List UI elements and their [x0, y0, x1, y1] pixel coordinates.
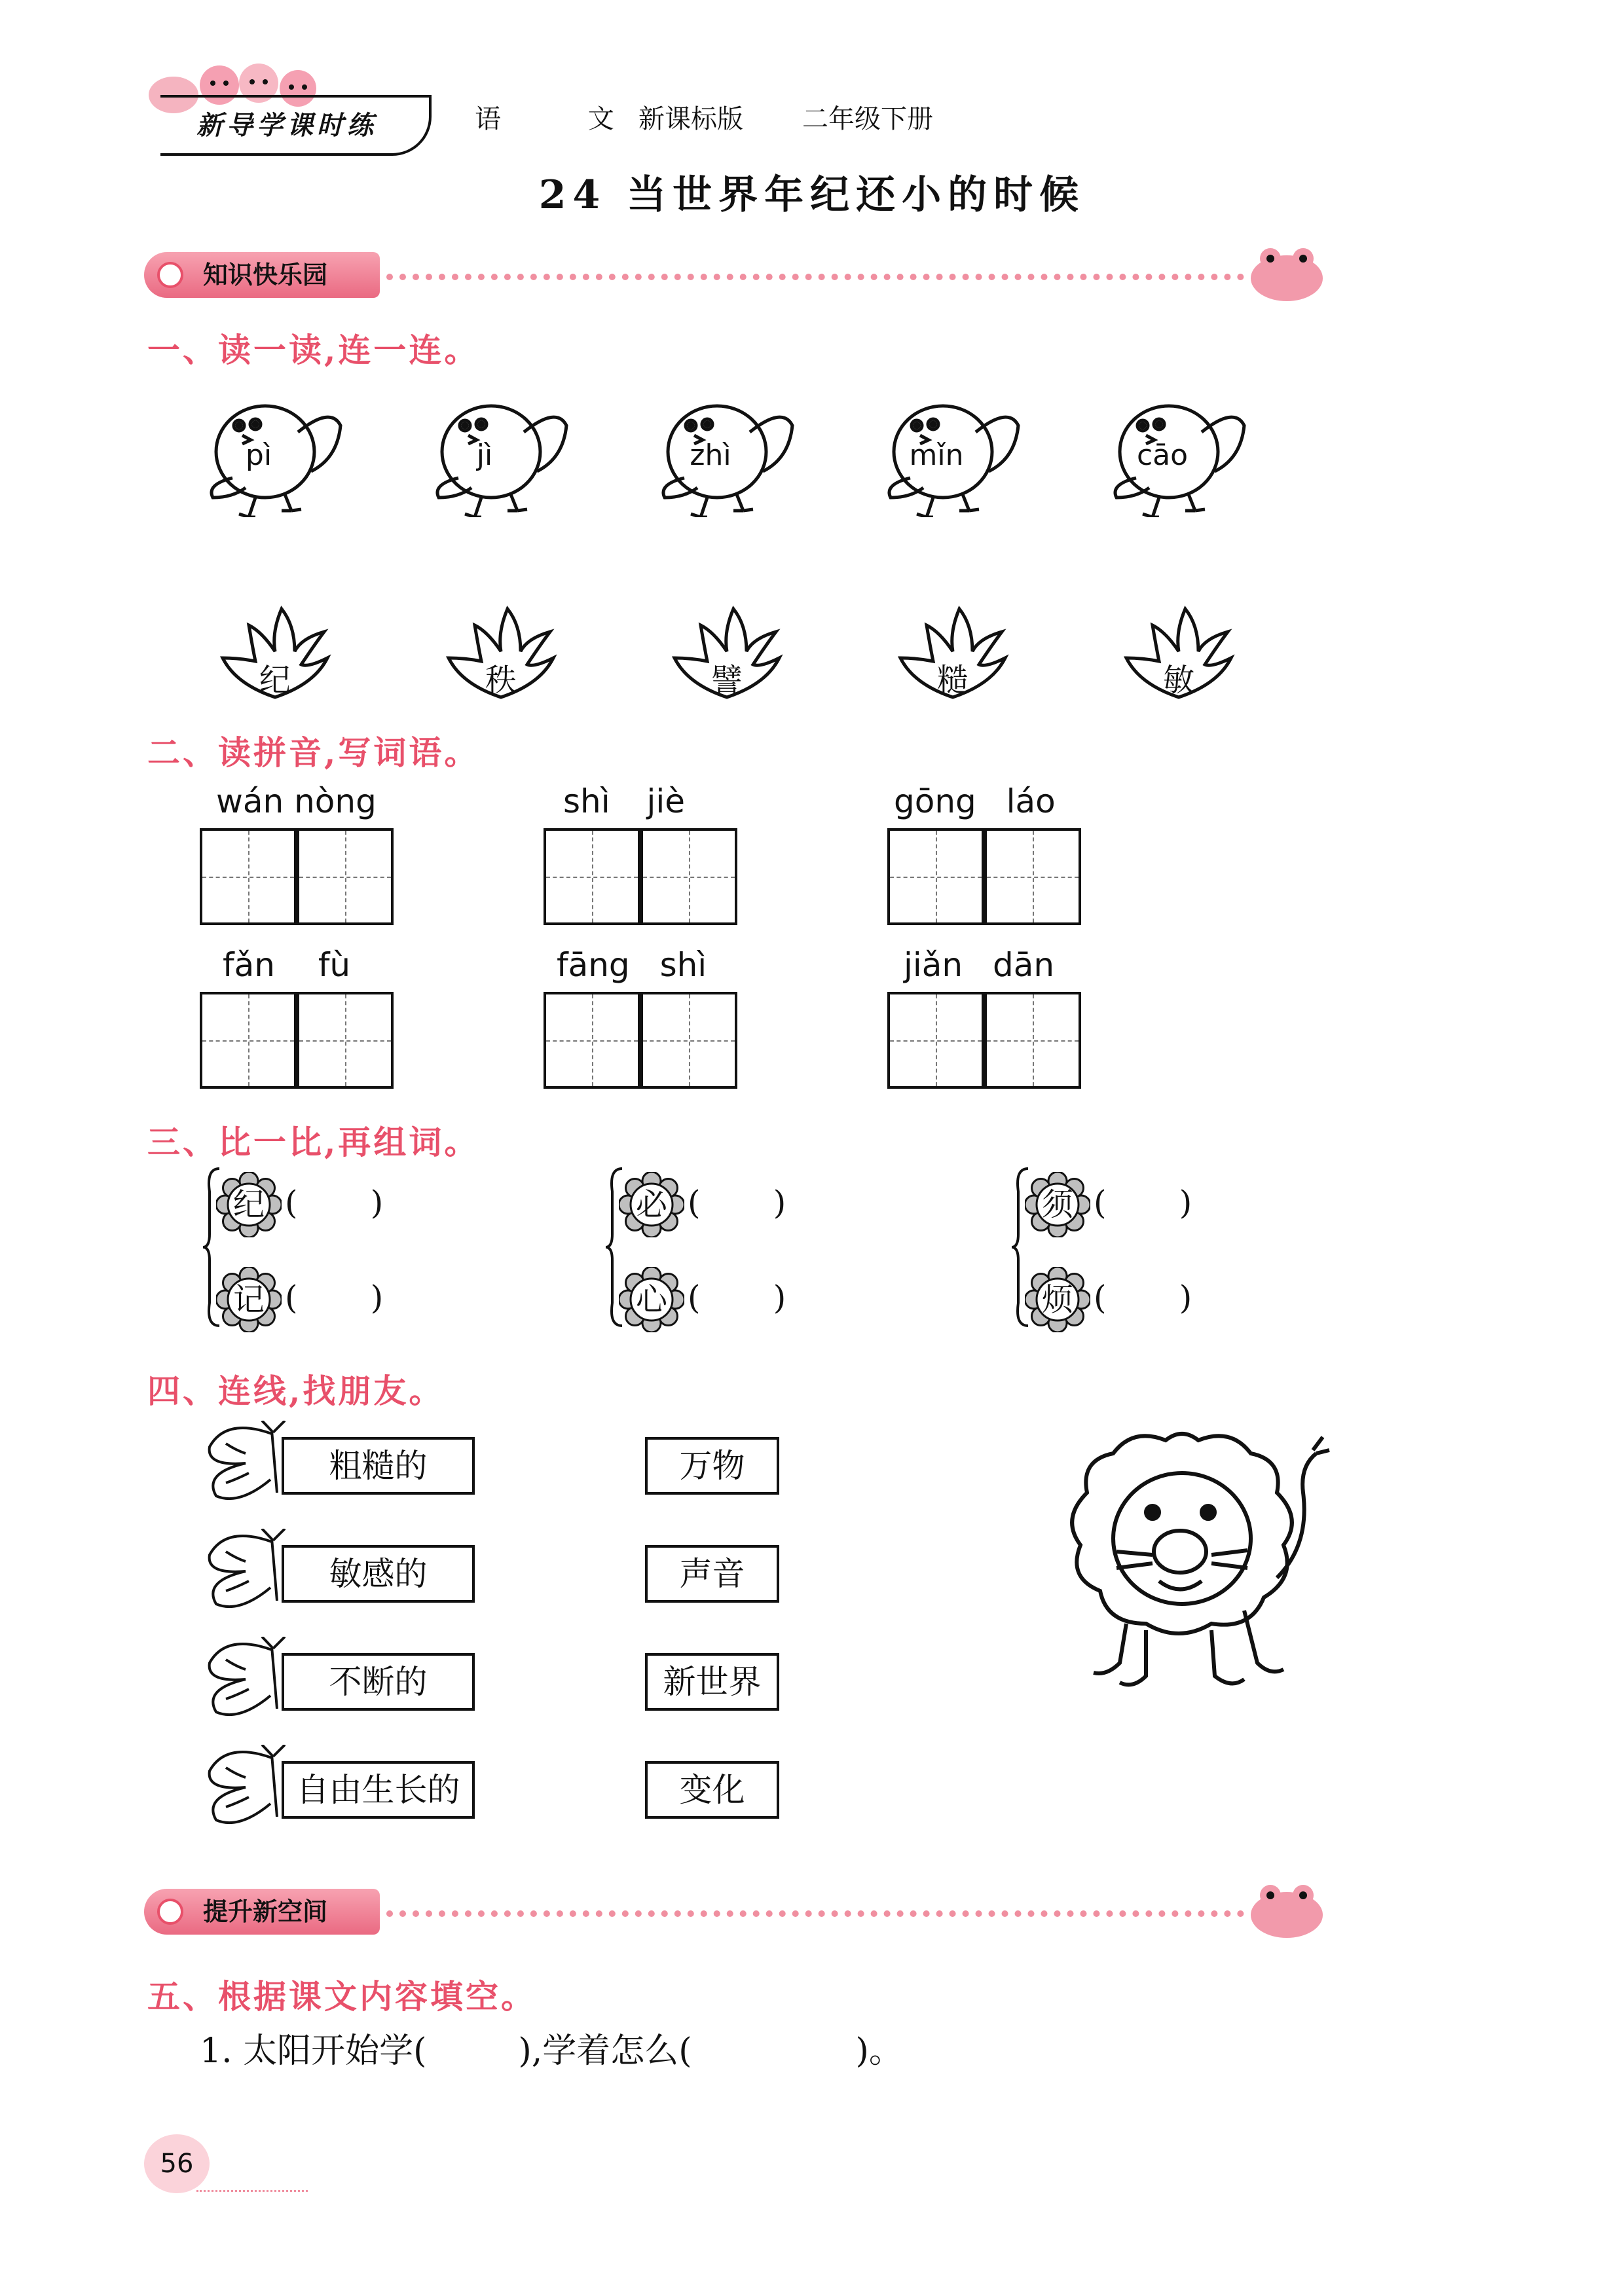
- fill-text: )。: [855, 2032, 903, 2071]
- grass-character: 秩: [485, 662, 517, 699]
- match-right-item[interactable]: 万物: [645, 1437, 779, 1495]
- bird-pinyin: jì: [476, 439, 493, 472]
- page-number: 56: [160, 2149, 194, 2179]
- frog-icon: [1244, 1876, 1329, 1948]
- writing-grid-cell[interactable]: [200, 828, 297, 925]
- question-5-heading: 五、根据课文内容填空。: [147, 1977, 536, 2016]
- section-label: 提升新空间: [203, 1897, 328, 1926]
- section-ribbon-advance: [144, 1889, 380, 1935]
- match-left-item[interactable]: 敏感的: [282, 1545, 475, 1603]
- butterfly-icon: [200, 1745, 288, 1832]
- question-2-heading: 二、读拼音,写词语。: [147, 733, 480, 772]
- compare-character: 烦: [1041, 1281, 1073, 1318]
- grass-character: 糙: [936, 662, 969, 699]
- lion-illustration: [1054, 1414, 1369, 1718]
- compare-character: 纪: [232, 1186, 265, 1223]
- grass-character: 敏: [1162, 662, 1194, 699]
- match-right-item[interactable]: 声音: [645, 1545, 779, 1603]
- section-ribbon-knowledge: [144, 252, 380, 298]
- writing-grid-cell[interactable]: [887, 992, 984, 1089]
- bird-pinyin: pì: [245, 439, 272, 472]
- answer-parentheses[interactable]: ( ): [688, 1184, 786, 1222]
- compare-character: 记: [232, 1281, 265, 1318]
- lion-icon: [1054, 1414, 1369, 1715]
- writing-grid-cell[interactable]: [887, 828, 984, 925]
- bird-pinyin: zhì: [690, 439, 731, 472]
- question-3-heading: 三、比一比,再组词。: [147, 1123, 480, 1161]
- butterfly-icon: [200, 1529, 288, 1616]
- answer-parentheses[interactable]: ( ): [285, 1184, 384, 1222]
- pinyin-gong-lao: gōng láo: [894, 782, 1056, 820]
- question-1-heading: 一、读一读,连一连。: [147, 331, 480, 369]
- section-label: 知识快乐园: [203, 260, 328, 289]
- lesson-title: 24 当世界年纪还小的时候: [538, 172, 1086, 218]
- frog-decoration: [1244, 1876, 1329, 1950]
- grass-character: 纪: [259, 662, 291, 699]
- page-number-underline: [196, 2190, 308, 2192]
- answer-parentheses[interactable]: ( ): [285, 1279, 384, 1317]
- butterfly-icon: [200, 1637, 288, 1724]
- question-4-heading: 四、连线,找朋友。: [147, 1372, 445, 1410]
- pinyin-shi-jie: shì jiè: [563, 782, 686, 820]
- pinyin-fan-fu: fǎn fù: [223, 946, 351, 984]
- writing-grid-cell[interactable]: [640, 828, 737, 925]
- match-right-item[interactable]: 新世界: [645, 1653, 779, 1711]
- answer-parentheses[interactable]: ( ): [688, 1279, 786, 1317]
- pinyin-fang-shi: fāng shì: [557, 946, 707, 984]
- writing-grid-cell[interactable]: [297, 992, 394, 1089]
- butterfly-icon: [200, 1421, 288, 1508]
- compare-character: 心: [635, 1281, 667, 1318]
- dotted-divider: [386, 274, 1244, 280]
- grass-character: 譬: [710, 662, 743, 699]
- match-right-item[interactable]: 变化: [645, 1761, 779, 1819]
- pinyin-jian-dan: jiǎn dān: [904, 946, 1055, 984]
- bird-pinyin: mǐn: [909, 439, 964, 472]
- writing-grid-cell[interactable]: [544, 828, 640, 925]
- writing-grid-cell[interactable]: [984, 992, 1081, 1089]
- answer-parentheses[interactable]: ( ): [1094, 1184, 1192, 1222]
- bird-pinyin: cāo: [1136, 439, 1189, 472]
- header-edition: 新课标版: [638, 104, 743, 134]
- frog-icon: [1244, 239, 1329, 311]
- fill-text: ),学着怎么(: [518, 2032, 692, 2071]
- ribbon-dot-icon: [157, 1899, 183, 1925]
- brand-name: 新导学课时练: [196, 110, 377, 141]
- header-subject: 语 文: [475, 104, 654, 134]
- match-left-item[interactable]: 自由生长的: [282, 1761, 475, 1819]
- compare-character: 必: [635, 1186, 667, 1223]
- fill-text: 1. 太阳开始学(: [200, 2032, 427, 2071]
- writing-grid-cell[interactable]: [984, 828, 1081, 925]
- header-grade: 二年级下册: [802, 104, 933, 134]
- match-left-item[interactable]: 粗糙的: [282, 1437, 475, 1495]
- writing-grid-cell[interactable]: [297, 828, 394, 925]
- frog-decoration: [1244, 239, 1329, 314]
- compare-character: 须: [1041, 1186, 1073, 1223]
- fill-blank-line-1: [200, 2023, 903, 2072]
- dotted-divider: [386, 1910, 1244, 1917]
- writing-grid-cell[interactable]: [544, 992, 640, 1089]
- pinyin-wan-nong: wán nòng: [216, 782, 377, 820]
- writing-grid-cell[interactable]: [200, 992, 297, 1089]
- writing-grid-cell[interactable]: [640, 992, 737, 1089]
- match-left-item[interactable]: 不断的: [282, 1653, 475, 1711]
- ribbon-dot-icon: [157, 262, 183, 288]
- answer-parentheses[interactable]: ( ): [1094, 1279, 1192, 1317]
